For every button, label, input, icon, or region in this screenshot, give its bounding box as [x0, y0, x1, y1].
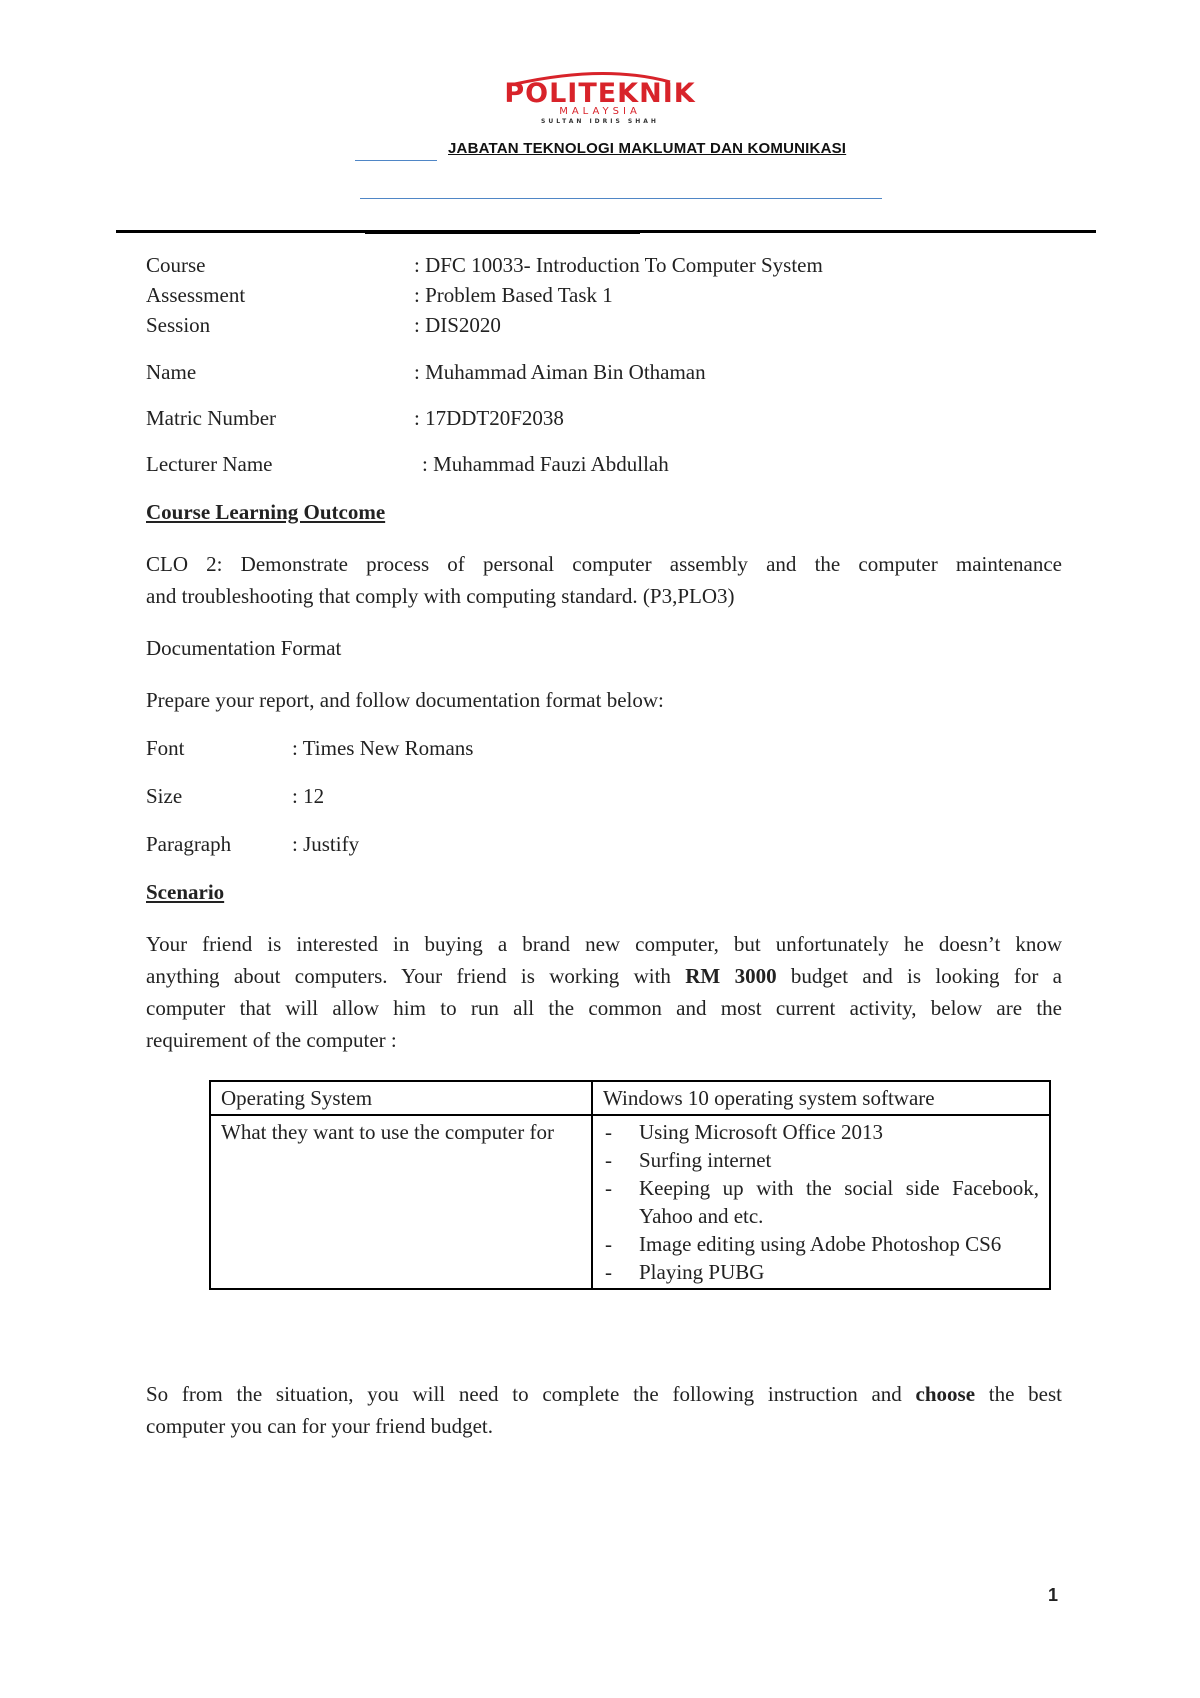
info-value: : Muhammad Aiman Bin Othaman: [414, 360, 706, 384]
format-paragraph-row: [146, 828, 231, 860]
uses-list: [603, 1118, 1039, 1286]
info-label: Session: [146, 313, 211, 337]
format-size-value: : 12: [292, 784, 325, 808]
table-row: [210, 1081, 1050, 1115]
requirements-table: [209, 1080, 1051, 1290]
list-item: - Keeping up with the social side Facebook, Yahoo and etc.: [603, 1174, 1039, 1230]
format-font-row: [146, 732, 185, 764]
closing-text: So from the situation, you will need to complete the following instruction and: [146, 1382, 916, 1406]
politeknik-logo: [455, 70, 745, 125]
format-font-value: : Times New Romans: [292, 736, 474, 760]
scenario-line: requirement of the computer :: [146, 1028, 397, 1052]
header-blue-rule: [360, 198, 882, 199]
info-label: Matric Number: [146, 406, 277, 430]
header-black-rule-thick: [365, 232, 640, 234]
politeknik-logo-icon: [455, 70, 745, 125]
info-label: Assessment: [146, 283, 246, 307]
info-label: Course: [146, 253, 206, 277]
list-item: - Playing PUBG: [603, 1258, 1039, 1286]
scenario-line: computer that will allow him to run all the common and most current activity, below are the: [146, 996, 1062, 1020]
clo-line: CLO 2: Demonstrate process of personal computer assembly and the computer maintenance: [146, 552, 1062, 576]
table-cell: What they want to use the computer for: [210, 1115, 592, 1289]
info-value: : DIS2020: [414, 313, 501, 337]
format-intro: Prepare your report, and follow documentation format below:: [146, 688, 664, 712]
info-value: : 17DDT20F2038: [414, 406, 564, 430]
table-cell: Windows 10 operating system software: [592, 1081, 1050, 1115]
info-value: : DFC 10033- Introduction To Computer System: [414, 253, 823, 277]
info-value: : Muhammad Fauzi Abdullah: [422, 452, 669, 476]
format-label: Font: [146, 736, 185, 760]
closing-paragraph: [146, 1378, 1062, 1442]
closing-bold: choose: [915, 1382, 976, 1406]
svg-text:POLITEKNIK: POLITEKNIK: [504, 78, 696, 109]
closing-line: [146, 1378, 1062, 1410]
table-cell: Operating System: [210, 1081, 592, 1115]
scenario-heading: Scenario: [146, 880, 225, 904]
scenario-text: budget and is looking for a: [776, 964, 1062, 988]
list-item: - Image editing using Adobe Photoshop CS6: [603, 1230, 1039, 1258]
svg-text:MALAYSIA: MALAYSIA: [559, 106, 641, 117]
info-value: : Problem Based Task 1: [414, 283, 613, 307]
closing-line: computer you can for your friend budget.: [146, 1414, 493, 1438]
clo-paragraph: [146, 548, 1062, 612]
format-paragraph-value: : Justify: [292, 832, 360, 856]
info-label: Name: [146, 360, 197, 384]
header-blue-line-left: [355, 160, 437, 161]
list-item: - Surfing internet: [603, 1146, 1039, 1174]
format-size-row: [146, 780, 182, 812]
format-label: Size: [146, 784, 183, 808]
svg-text:SULTAN IDRIS SHAH: SULTAN IDRIS SHAH: [541, 118, 659, 125]
table-row: [210, 1115, 1050, 1289]
budget-amount: RM 3000: [685, 964, 777, 988]
scenario-paragraph: [146, 928, 1062, 1056]
page-number: 1: [1048, 1585, 1059, 1605]
department-title: JABATAN TEKNOLOGI MAKLUMAT DAN KOMUNIKASI: [448, 140, 847, 157]
scenario-line: [146, 960, 1062, 992]
scenario-text: anything about computers. Your friend is working with: [146, 964, 686, 988]
info-label: Lecturer Name: [146, 452, 273, 476]
scenario-line: Your friend is interested in buying a brand new computer, but unfortunately he doesn’t know: [146, 932, 1062, 956]
format-label: Paragraph: [146, 832, 232, 856]
table-cell: [592, 1115, 1050, 1289]
closing-text: the best: [975, 1382, 1063, 1406]
list-item: - Using Microsoft Office 2013: [603, 1118, 1039, 1146]
format-title: Documentation Format: [146, 636, 342, 660]
clo-line: and troubleshooting that comply with computing standard. (P3,PLO3): [146, 584, 735, 608]
clo-heading: Course Learning Outcome: [146, 500, 386, 524]
